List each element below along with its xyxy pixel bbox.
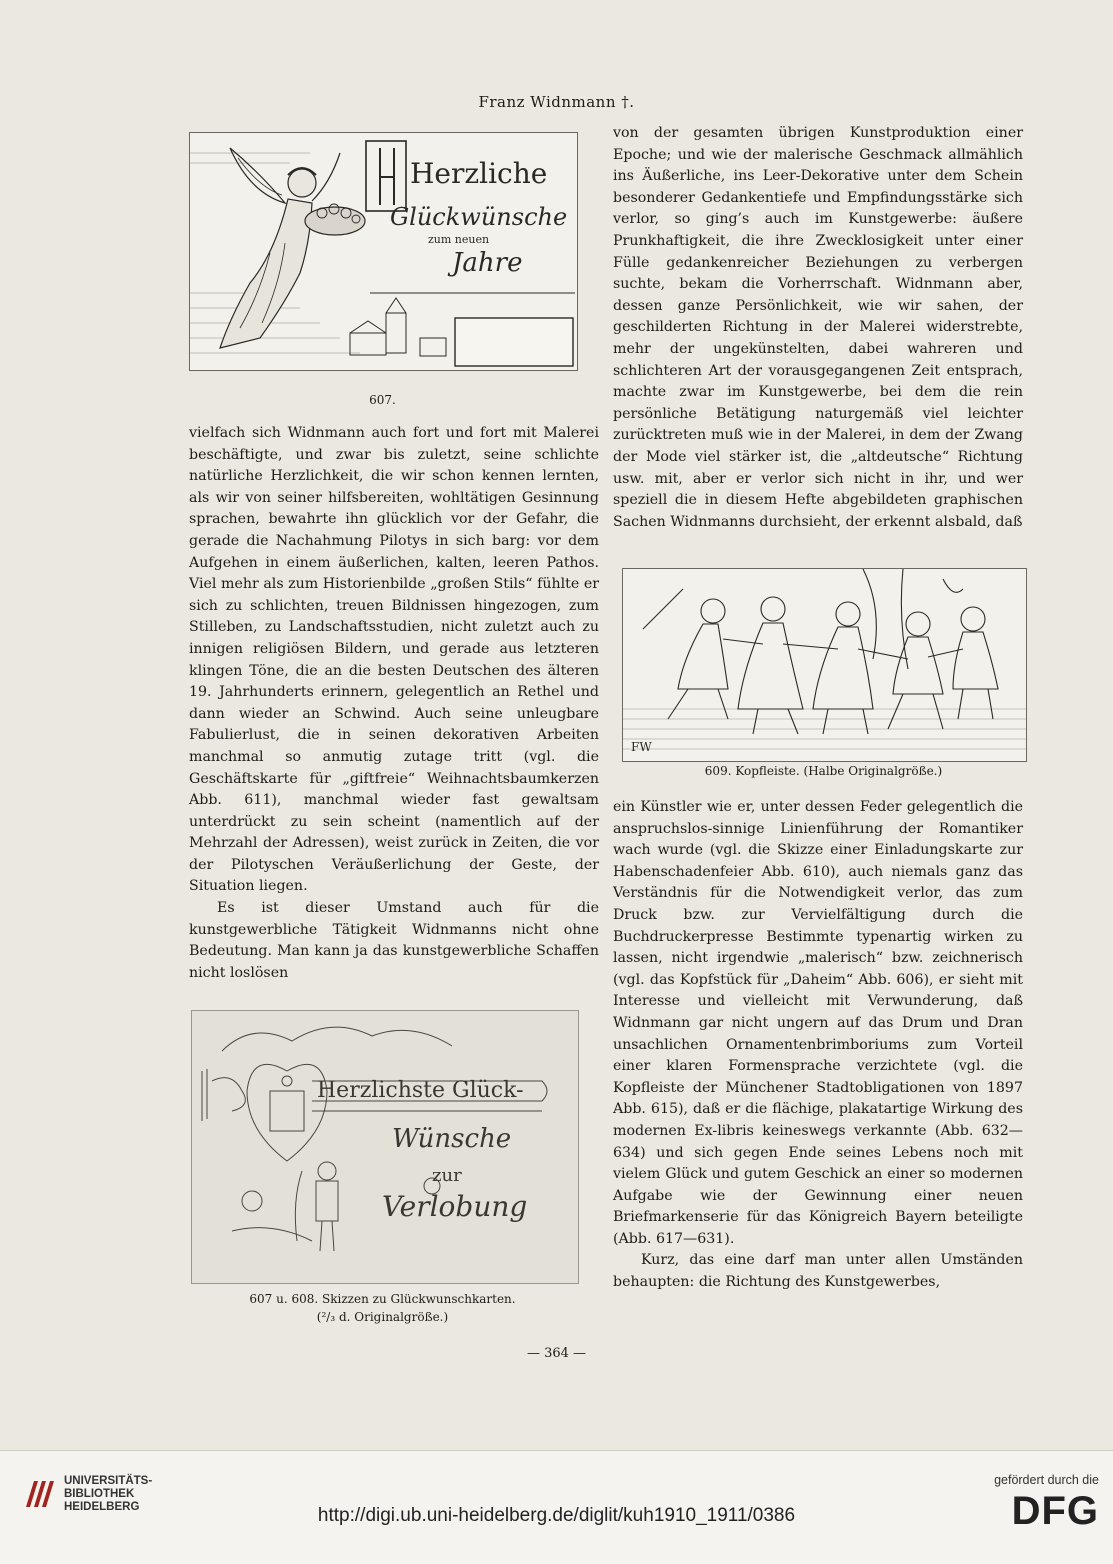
right-column-top <box>613 123 1023 533</box>
viewer-footer <box>0 1450 1113 1564</box>
page-number: — 364 — <box>526 1346 587 1361</box>
angel-greeting-illustration <box>190 133 577 370</box>
paragraph: von der gesamten übrigen Kunstproduktion einer Epoche; und wie der malerische Geschmack allmählich ins Äußerliche, ins Leer-Dekorative unter dem Schein besonderer Gedankentiefe und Empfindungsstärke sich verlor, so ging’s auch im Kunstgewerbe: äußere Prunkhaftigkeit, die ihre Zwecklosigkeit unter einer Fülle gedankenreicher Beziehungen zu verbergen suchte, bekam die Vorherrschaft. Widnmann aber, dessen ganze Persönlichkeit, wie wir sahen, der geschilderten Richtung in der Malerei widerstrebte, mehr der ungekünstelten, dabei wahreren und schlichteren Art der vorausgegangenen Zeit entsprach, machte zwar im Kunstgewerbe, bei dem die rein persönliche Betätigung naturgemäß viel leichter zurücktreten muß wie in der Malerei, in dem der Zwang der Mode viel stärker ist, die „altdeutsche“ Richtung usw. mit, aber er verlor sich nicht in ihr, und wer speziell die in diesem Hefte abgebildeten graphischen Sachen Widnmanns durchsieht, der erkennt alsbald, daß <box>613 125 1023 530</box>
left-column <box>189 423 599 984</box>
page-url-link[interactable]: http://digi.ub.uni-heidelberg.de/diglit/kuh1910_1911/0386 <box>317 1505 796 1526</box>
card-line-2: Glückwünsche <box>390 203 568 231</box>
sketch-line-1: Herzlichste Glück- <box>317 1078 524 1103</box>
running-head: Franz Widnmann †. <box>478 93 635 111</box>
figure-607-greeting-card <box>189 132 578 371</box>
card-line-3: zum neuen <box>428 233 490 246</box>
artist-monogram: FW <box>631 740 652 754</box>
caption-608-line-1: 607 u. 608. Skizzen zu Glückwunschkarten. <box>249 1292 516 1306</box>
dancing-children-illustration <box>623 569 1026 761</box>
sketch-line-4: Verlobung <box>382 1190 528 1223</box>
library-name-line-1: UNIVERSITÄTS- <box>64 1475 153 1487</box>
card-line-1: Herzliche <box>410 157 548 190</box>
card-line-4: Jahre <box>452 248 523 278</box>
caption-609: 609. Kopfleiste. (Halbe Originalgröße.) <box>704 764 943 778</box>
caption-607: 607. <box>369 393 396 407</box>
paragraph: Es ist dieser Umstand auch für die kunstgewerbliche Tätigkeit Widnmanns nicht ohne Bedeutung. Man kann ja das kunstgewerbliche Schaffen nicht loslösen <box>189 900 599 981</box>
caption-608 <box>189 1290 576 1326</box>
funder-block[interactable] <box>979 1473 1099 1535</box>
engagement-card-sketch <box>192 1011 578 1283</box>
library-name-line-2: BIBLIOTHEK <box>64 1488 135 1500</box>
right-column-bottom <box>613 797 1023 1294</box>
paragraph: Kurz, das eine darf man unter allen Umständen behaupten: die Richtung des Kunstgewerbes, <box>613 1252 1023 1291</box>
dfg-logo: DFG <box>1011 1489 1099 1533</box>
figure-608-sketch <box>191 1010 579 1284</box>
funded-by-label: gefördert durch die <box>994 1473 1099 1487</box>
caption-608-line-2: (²/₃ d. Originalgröße.) <box>316 1310 449 1324</box>
sketch-line-3: zur <box>432 1165 462 1186</box>
figure-609-headpiece <box>622 568 1027 762</box>
paragraph: vielfach sich Widnmann auch fort und fort mit Malerei beschäftigte, und zwar bis zuletzt, seine schlichte natürliche Herzlichkeit, die wir schon kennen lernten, als wir von seiner hilfsbereiten, wohltätigen Gesinnung sprachen, bewahrte ihn glücklich vor der Gefahr, die gerade die Nachahmung Pilotys in sich barg: vor dem Aufgehen in einem äußerlichen, kalten, leeren Pathos. Viel mehr als zum Historienbilde „großen Stils“ fühlte er sich zu schlichten, treuen Bildnissen hingezogen, zum Stilleben, zu Landschaftsstudien, nicht zuletzt auch zu innigen religiösen Bildern, und gerade aus letzteren klingen Töne, die an die besten Deutschen des älteren 19. Jahrhunderts erinnern, gelegentlich an Rethel und dann wieder an Schwind. Auch seine unleugbare Fabulierlust, die in seinen dekorativen Arbeiten manchmal so anmutig zutage tritt (vgl. die Geschäftskarte für „giftfreie“ Weihnachtsbaumkerzen Abb. 611), manchmal wieder fast gewaltsam unterdrückt zu sein scheint (namentlich auf der Mehrzahl der Adressen), weist zurück in Zeiten, die vor der Pilotyschen Veräußerlichung der Geste, der Situation liegen. <box>189 425 599 895</box>
paragraph: ein Künstler wie er, unter dessen Feder gelegentlich die anspruchslos-sinnige Linienführung der Romantiker wach wurde (vgl. die Skizze einer Einladungskarte zur Habenschadenfeier Abb. 610), auch niemals ganz das Verständnis für die Notwendigkeit verlor, das zum Druck bzw. zur Vervielfältigung durch die Buchdruckerpresse Bestimmte typenartig wirken zu lassen, nicht irgendwie „malerisch“ bzw. zeichnerisch (vgl. das Kopfstück für „Daheim“ Abb. 606), er sieht mit Interesse und vielleicht mit Verwunderung, daß Widnmann gar nicht ungern auf das Drum und Dran unsachlichen Ornamentenbrimboriums zum Vorteil einer klaren Formensprache verzichtete (vgl. die Kopfleiste der Münchener Stadtobligationen von 1897 Abb. 615), daß er die flächige, plakatartige Wirkung des modernen Ex-libris keineswegs verkannte (Abb. 632—634) und sich gegen Ende seines Lebens noch mit vielem Glück und gutem Geschick an einer so modernen Aufgabe wie der Gewinnung einer neuen Briefmarkenserie für das Königreich Bayern beteiligte (Abb. 617—631). <box>613 799 1023 1247</box>
library-name-line-3: HEIDELBERG <box>64 1501 140 1513</box>
sketch-line-2: Wünsche <box>392 1124 512 1154</box>
